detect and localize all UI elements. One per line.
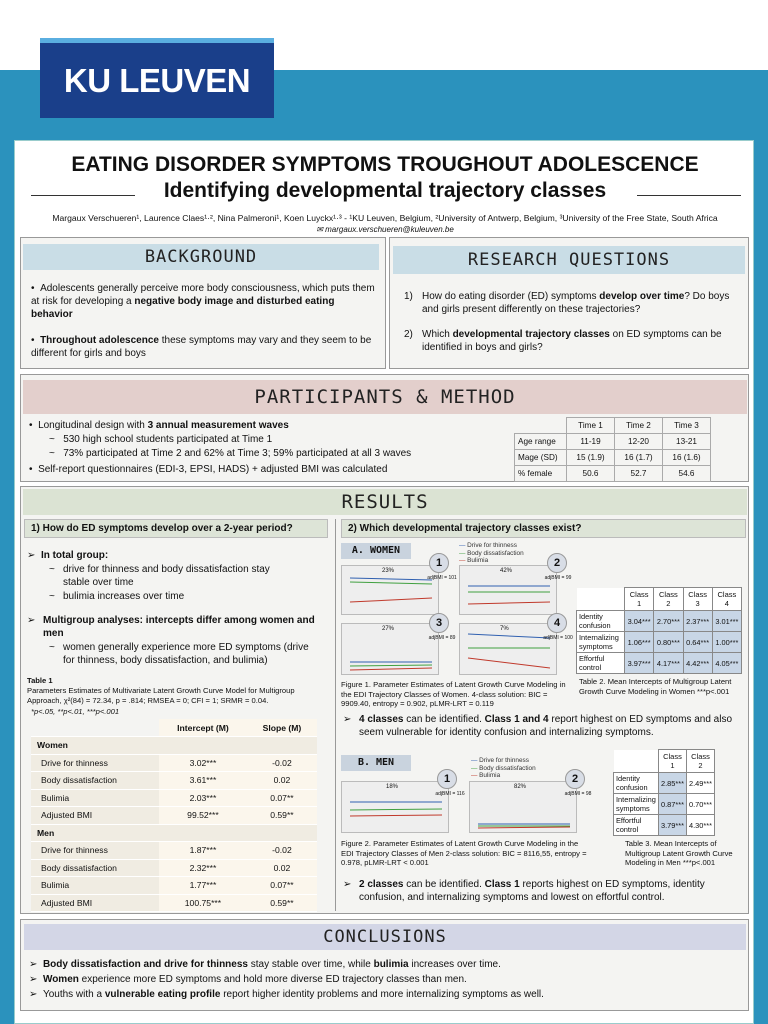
- table-row: Adjusted BMI 100.75*** 0.59**: [31, 894, 317, 912]
- class-pct: 23%: [382, 568, 395, 574]
- men-class1-bmi: adjBMI = 116: [435, 791, 465, 797]
- poster: [14, 140, 754, 1024]
- women-class2-bmi: adjBMI = 99: [544, 575, 572, 581]
- pm-sub-1: ~ 530 high school students participated at Time 1: [49, 434, 273, 445]
- table1-title: Table 1: [27, 676, 53, 685]
- class-pct: 18%: [386, 784, 399, 790]
- women-class4-badge: 4: [547, 613, 567, 633]
- women-class1-bmi: adjBMI = 101: [427, 575, 457, 581]
- women-class2-badge: 2: [547, 553, 567, 573]
- women-chart-class1: [341, 565, 439, 615]
- email: ✉ margaux.verschueren@kuleuven.be: [316, 225, 454, 234]
- background-bullet-2: • Throughout adolescence these symptoms may vary and they seem to be different for girls and boys: [31, 335, 372, 359]
- conclusion-2: ➢ Women experience more ED symptoms and hold more diverse ED trajectory classes than men.: [29, 974, 467, 985]
- men-chart-class2: [469, 781, 577, 833]
- demo-row: Age range 11-19 12-20 13-21: [515, 434, 711, 450]
- multigroup-heading: ➢ Multigroup analyses: intercepts differ among women and men: [27, 615, 315, 639]
- authors: Margaux Verschueren¹, Laurence Claes¹·², Nina Palmeroni¹, Koen Luyckx¹·³ - ¹KU Leuven, Belgium, ²University of Antwerp, Belgium, ³University of the Free State, South Africa: [52, 213, 718, 223]
- table3-caption: Table 3. Mean Intercepts of Multigroup Latent Growth Curve Modeling in Men ***p<.001: [625, 839, 733, 867]
- demo-header-row: Time 1 Time 2 Time 3: [515, 418, 711, 434]
- logo-text: KU LEUVEN: [63, 61, 251, 99]
- demo-row: Mage (SD) 15 (1.9) 16 (1.7) 16 (1.6): [515, 450, 711, 466]
- background-bullet-1: • Adolescents generally perceive more body consciousness, which puts them at risk for developing a negative body image and disturbed eating behavior: [31, 283, 375, 320]
- rq-header: RESEARCH QUESTIONS: [393, 246, 745, 274]
- table-row: Bulimia 1.77*** 0.07**: [31, 877, 317, 895]
- men-legend: — Drive for thinness — Body dissatisfaction — Bulimia: [471, 757, 536, 779]
- bd-line: [350, 582, 432, 584]
- women-conclusion: ➢ 4 classes can be identified. Class 1 and 4 report highest on ED symptoms and also seem vulnerable for identity confusion and internalizing symptoms.: [343, 714, 733, 738]
- table-row: Effortful control 3.79*** 4.30***: [614, 815, 715, 836]
- class-pct: 82%: [514, 784, 527, 790]
- table-row: Bulimia 2.03*** 0.07**: [31, 789, 317, 807]
- table1-men-row: Men: [31, 824, 317, 842]
- table-row: Drive for thinness 3.02*** -0.02: [31, 754, 317, 772]
- table-row: Effortful control 3.97*** 4.17*** 4.42*** 4.05***: [577, 653, 742, 674]
- pm-sub-2: ~ 73% participated at Time 2 and 62% at Time 3; 59% participated at all 3 waves: [49, 448, 412, 459]
- demographics-table: [514, 417, 711, 482]
- rq-question-2: 2) Which developmental trajectory classes on ED symptoms can be identified in boys and girls?: [404, 329, 722, 353]
- total-group-point-2: ~ bulimia increases over time: [49, 591, 185, 602]
- table3: [613, 749, 715, 836]
- table1: [31, 719, 317, 912]
- women-class3-bmi: adjBMI = 89: [428, 635, 456, 641]
- women-label: A. WOMEN: [341, 543, 411, 559]
- table-row: Adjusted BMI 99.52*** 0.59**: [31, 807, 317, 825]
- results-section: [20, 486, 749, 914]
- background-section: [20, 237, 386, 369]
- conclusion-3: ➢ Youths with a vulnerable eating profile report higher identity problems and more internalizing symptoms as well.: [29, 989, 544, 1000]
- demo-row: % female 50.6 52.7 54.6: [515, 466, 711, 482]
- bul-line: [350, 598, 432, 602]
- women-chart-class3: [341, 623, 439, 675]
- class-pct: 7%: [500, 626, 509, 632]
- class-pct: 27%: [382, 626, 395, 632]
- men-class2-bmi: adjBMI = 98: [564, 791, 592, 797]
- table-row: Internalizing symptoms 0.87*** 0.70***: [614, 794, 715, 815]
- men-chart-class1: [341, 781, 449, 833]
- title-line2: Identifying developmental trajectory classes: [163, 179, 607, 202]
- men-class1-badge: 1: [437, 769, 457, 789]
- pm-header: PARTICIPANTS & METHOD: [23, 380, 747, 414]
- table-row: Body dissatisfaction 2.32*** 0.02: [31, 859, 317, 877]
- women-chart-class4-lines: [460, 624, 558, 676]
- table-row: Body dissatisfaction 3.61*** 0.02: [31, 772, 317, 790]
- table1-women-row: Women: [31, 737, 317, 755]
- women-legend: — Drive for thinness — Body dissatisfaction — Bulimia: [459, 542, 524, 564]
- table1-significance: *p<.05, **p<.01, ***p<.001: [31, 707, 120, 716]
- women-chart-class4: [459, 623, 557, 675]
- figure1-caption: Figure 1. Parameter Estimates of Latent Growth Curve Modeling in the EDI Trajectory Classes of Women. 4-class solution: BIC = 9909.40, entropy = 0.902, pLMR-LRT = 0.119: [341, 680, 566, 708]
- title-line1: EATING DISORDER SYMPTOMS TROUGHOUT ADOLESCENCE: [71, 153, 699, 176]
- figure2-caption: Figure 2. Parameter Estimates of Latent Growth Curve Modeling in the EDI Trajectory Classes of Men 2-class solution: BIC = 8116,55, entropy = 0.978, pLMR-LRT < 0.001: [341, 839, 587, 867]
- multigroup-point-1: ~ women generally experience more ED symptoms (drive for thinness, body dissatisfaction, and bulimia): [49, 642, 309, 666]
- research-questions-section: [389, 237, 749, 369]
- table3-header-row: Class 1 Class 2: [614, 750, 715, 773]
- women-class4-bmi: adjBMI = 100: [543, 635, 573, 641]
- table-row: Identity confusion 2.85*** 2.49***: [614, 773, 715, 794]
- conclusions-section: [20, 919, 749, 1011]
- conclusion-1: ➢ Body dissatisfaction and drive for thinness stay stable over time, while bulimia increases over time.: [29, 959, 501, 970]
- results-left-subheader: 1) How do ED symptoms develop over a 2-year period?: [24, 519, 328, 538]
- title-rule-right: [637, 195, 741, 196]
- table1-header-row: Intercept (M) Slope (M): [31, 719, 317, 737]
- conclusions-header: CONCLUSIONS: [24, 924, 746, 950]
- table1-caption: Parameters Estimates of Multivariate Latent Growth Curve Model for Multigroup Approach, χ²(84) = 72.34, p = .814; RMSEA = 0; CFI = 1; SRMR = 0.04.: [27, 686, 295, 705]
- women-class3-badge: 3: [429, 613, 449, 633]
- total-group-heading: ➢ In total group:: [27, 550, 109, 561]
- table-row: Internalizing symptoms 1.06*** 0.80*** 0.64*** 1.00***: [577, 632, 742, 653]
- women-class1-badge: 1: [429, 553, 449, 573]
- men-label: B. MEN: [341, 755, 411, 771]
- women-chart-class2: [459, 565, 557, 615]
- men-conclusion: ➢ 2 classes can be identified. Class 1 reports highest on ED symptoms, identity confusion, and internalizing symptoms and lowest on effortful control.: [343, 879, 705, 903]
- total-group-point-1: ~ drive for thinness and body dissatisfaction stay stable over time: [49, 564, 270, 588]
- table2-header-row: Class 1 Class 2 Class 3 Class 4: [577, 588, 742, 611]
- class-pct: 42%: [500, 568, 513, 574]
- table-row: Drive for thinness 1.87*** -0.02: [31, 842, 317, 860]
- table2-caption: Table 2. Mean Intercepts of Multigroup Latent Growth Curve Modeling in Women ***p<.001: [579, 677, 732, 696]
- pm-bullet-2: • Self-report questionnaires (EDI-3, EPSI, HADS) + adjusted BMI was calculated: [29, 464, 388, 475]
- results-header: RESULTS: [23, 489, 747, 515]
- results-right-subheader: 2) Which developmental trajectory classes exist?: [341, 519, 746, 538]
- rq-question-1: 1) How do eating disorder (ED) symptoms develop over time? Do boys and girls present differently on these trajectories?: [404, 291, 730, 315]
- table2: [576, 587, 742, 674]
- table-row: Identity confusion 3.04*** 2.70*** 2.37*** 3.01***: [577, 611, 742, 632]
- ku-leuven-logo: [40, 38, 274, 118]
- pm-bullet-1: • Longitudinal design with 3 annual measurement waves: [29, 420, 289, 431]
- background-header: BACKGROUND: [23, 244, 379, 270]
- dft-line: [350, 578, 432, 580]
- results-divider: [335, 519, 336, 911]
- men-class2-badge: 2: [565, 769, 585, 789]
- participants-method-section: [20, 374, 749, 482]
